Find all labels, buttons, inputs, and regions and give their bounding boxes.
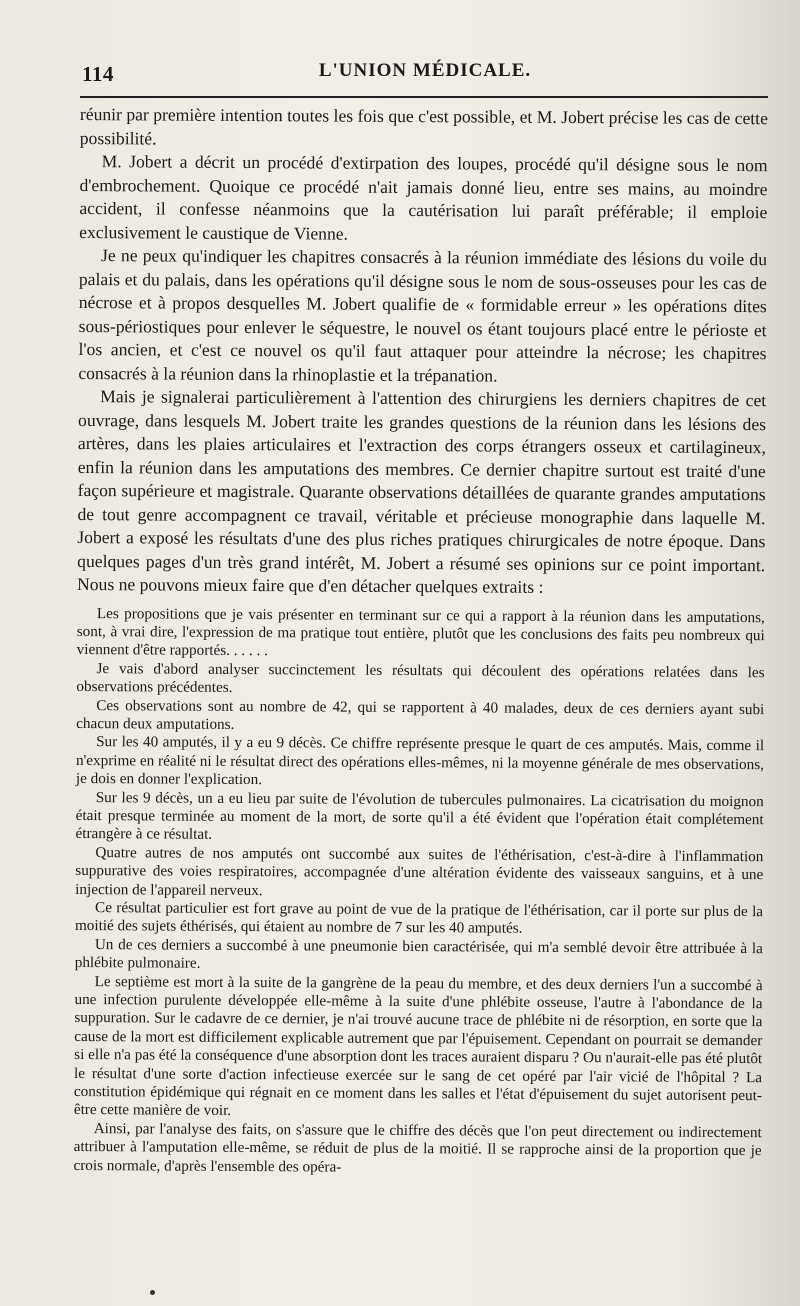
quote-paragraph: Sur les 9 décès, un a eu lieu par suite de l'évolution de tubercules pulmonaires. La cicatrisation du moignon était presque terminée au moment de la mort, de sorte qu'il a été évident que l'opération était complétement étrangère à ce résultat. (75, 788, 764, 844)
ink-speck (150, 1290, 155, 1295)
header-rule (80, 96, 768, 98)
quote-paragraph: Ainsi, par l'analyse des faits, on s'assure que le chiffre des décès que l'on peut directement ou indirectement attribuer à l'amputation elle-même, se réduit de plus de la moitié. Il se rapproche ainsi de la proportion que je crois normale, d'après l'ensemble des opéra- (73, 1119, 762, 1176)
running-title: L'UNION MÉDICALE. (318, 60, 532, 81)
paragraph: M. Jobert a décrit un procédé d'extirpation des loupes, procédé qu'il désigne sous le nom d'embrochement. Quoique ce procédé n'ait jamais donné lieu, entre ses mains, au moindre accident, il confesse néanmoins que la cautérisation lui paraît préférable; il emploie exclusivement le caustique de Vienne. (79, 151, 768, 244)
quote-paragraph: Quatre autres de nos amputés ont succombé aux suites de l'éthérisation, c'est-à-dire à l'inflammation suppurative des voies respiratoires, accompagnée d'une altération évidente des vaisseaux sanguins, et à une injection de l'appareil nerveux. (75, 843, 764, 899)
page-number: 114 (82, 62, 114, 86)
paragraph: Je ne peux qu'indiquer les chapitres consacrés à la réunion immédiate des lésions du voile du palais et du palais, dans les opérations qu'il désigne sous le nom de sous-osseuses pour les cas de nécrose et à propos desquelles M. Jobert qualifie de « formidable erreur » les opérations dites sous-périostiques pour enlever le séquestre, le nouvel os étant toujours placé entre le périoste et l'os ancien, et c'est ce nouvel os qu'il faut attaquer pour atteindre la nécrose; les chapitres consacrés à la réunion dans la rhinoplastie et la trépanation. (78, 245, 768, 386)
quote-paragraph: Je vais d'abord analyser succinctement les résultats qui découlent des opérations relatées dans les observations précédentes. (76, 659, 765, 697)
quote-paragraph: Ces observations sont au nombre de 42, qui se rapportent à 40 malades, deux de ces derniers ayant subi chacun deux amputations. (76, 696, 765, 733)
paragraph-continuation: réunir par première intention toutes les fois que c'est possible, et M. Jobert précise les cas de cette possibilité. (79, 103, 768, 148)
quoted-extract (73, 604, 764, 1179)
quote-paragraph: Un de ces derniers a succombé à une pneumonie bien caractérisée, qui m'a semblé devoir être attribuée à la phlébite pulmonaire. (74, 935, 763, 972)
quote-paragraph: Les propositions que je vais présenter en terminant sur ce qui a rapport à la réunion dans les amputations, sont, à vrai dire, l'expression de ma pratique tout entière, plutôt que les conclusions des faits peu nombreux qui viennent d'être rapportés. . . . . . (76, 604, 765, 660)
page-header (80, 58, 770, 92)
article-body (73, 103, 768, 1179)
quote-paragraph: Ce résultat particulier est fort grave au point de vue de la pratique de l'éthérisation, car il porte sur plus de la moitié des sujets éthérisés, qui étaient au nombre de 7 sur les 40 amputés. (74, 899, 764, 938)
quote-paragraph: Le septième est mort à la suite de la gangrène de la peau du membre, et des deux derniers l'un a succombé à une infection purulente développée elle-même à la suite d'une phlébite osseuse, l'autre à l'abondance de la suppuration. Sur le cadavre de ce dernier, je n'ai trouvé aucune trace de phlébite ni de résorption, en sorte que la cause de la mort est difficilement explicable autrement que par l'épuisement. Cependant on pourrait se demander si elle n'a pas été la conséquence d'une absorption dont les traces auraient disparu ? Ou n'aurait-elle pas été plutôt le résultat d'une sorte d'action infectieuse exercée sur le sang de cet opéré par l'air vicié de l'hôpital ? La constitution épidémique qui régnait en ce moment dans les salles et l'état d'épuisement du sujet autorisent peut-être cette manière de voir. (73, 972, 763, 1120)
paragraph: Mais je signalerai particulièrement à l'attention des chirurgiens les derniers chapitres de cet ouvrage, dans lesquels M. Jobert traite les grandes questions de la réunion dans les lésions des artères, dans les plaies articulaires et l'extraction des corps étrangers osseux et cartilagineux, enfin la réunion dans les amputations des membres. Ce dernier chapitre surtout est traité d'une façon supérieure et magistrale. Quarante observations détaillées de quarante grandes amputations de tout genre accompagnent ce travail, véritable et précieuse monographie dans laquelle M. Jobert a exposé les résultats d'une des plus riches pratiques chirurgicales de notre époque. Dans quelques pages d'un très grand intérêt, M. Jobert a résumé ses opinions sur ce point important. Nous ne pouvons mieux faire que d'en détacher quelques extraits : (77, 386, 767, 597)
quote-paragraph: Sur les 40 amputés, il y a eu 9 décès. Ce chiffre représente presque le quart de ces amputés. Mais, comme il n'exprime en réalité ni le résultat direct des opérations elles-mêmes, ni la moyenne générale de mes observations, je dois en donner l'explication. (75, 733, 765, 789)
